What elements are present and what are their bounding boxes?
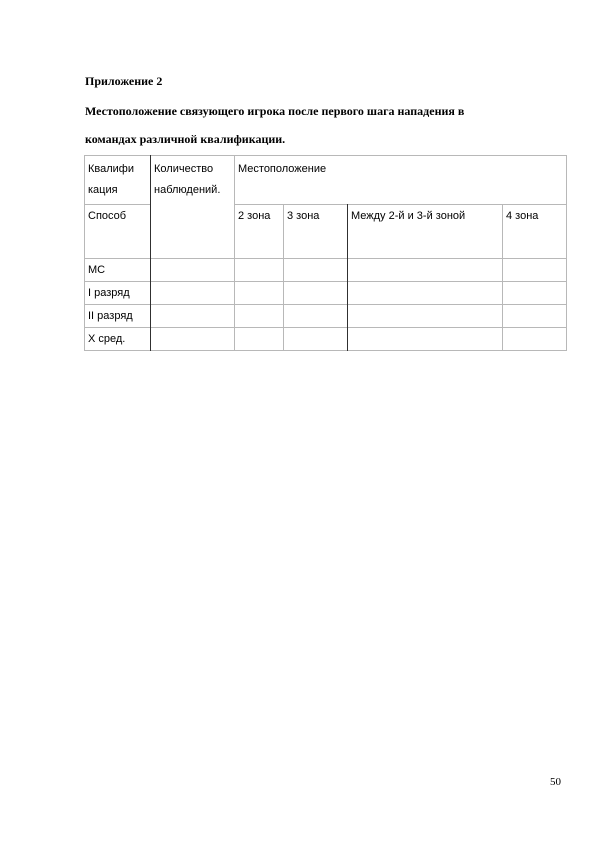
header-qualification-line-1: Квалифи (88, 163, 135, 175)
header-observation-count (154, 159, 220, 201)
header-between-zones: Между 2-й и 3-й зоной (351, 210, 466, 222)
grid-col-count-left (150, 155, 151, 351)
header-zone-2: 2 зона (238, 210, 271, 222)
row-label-rank-1: I разряд (88, 287, 130, 299)
grid-col-between-left (347, 204, 348, 351)
grid-line-row-3 (84, 327, 567, 328)
header-zone-3: 3 зона (287, 210, 320, 222)
grid-col-zone3-left (283, 204, 284, 351)
table-border-bottom (84, 350, 567, 351)
row-label-rank-2: II разряд (88, 310, 133, 322)
table-caption-line-1: Местоположение связующего игрока после первого шага нападения в (85, 104, 465, 118)
row-label-ms: МС (88, 264, 106, 276)
grid-line-qualification-method (84, 204, 150, 205)
grid-col-zone4-left (502, 204, 503, 351)
table-border-top (84, 155, 567, 156)
appendix-title: Приложение 2 (85, 74, 163, 88)
table-border-left (84, 155, 85, 351)
table-caption-line-2: командах различной квалификации. (85, 132, 286, 146)
grid-line-row-1 (84, 281, 567, 282)
row-label-mean: Х сред. (88, 333, 126, 345)
header-observation-count-line-2: наблюдений. (154, 184, 221, 196)
page-number: 50 (550, 776, 561, 788)
grid-col-location-left (234, 155, 235, 351)
qualification-location-table (84, 155, 567, 351)
header-observation-count-line-1: Количество (154, 163, 214, 175)
header-location: Местоположение (238, 163, 327, 175)
grid-line-header-bottom (84, 258, 567, 259)
header-method: Способ (88, 210, 127, 222)
header-qualification-line-2: кация (88, 184, 118, 196)
header-qualification (88, 159, 134, 201)
table-border-right (566, 155, 567, 351)
grid-line-row-2 (84, 304, 567, 305)
header-zone-4: 4 зона (506, 210, 539, 222)
